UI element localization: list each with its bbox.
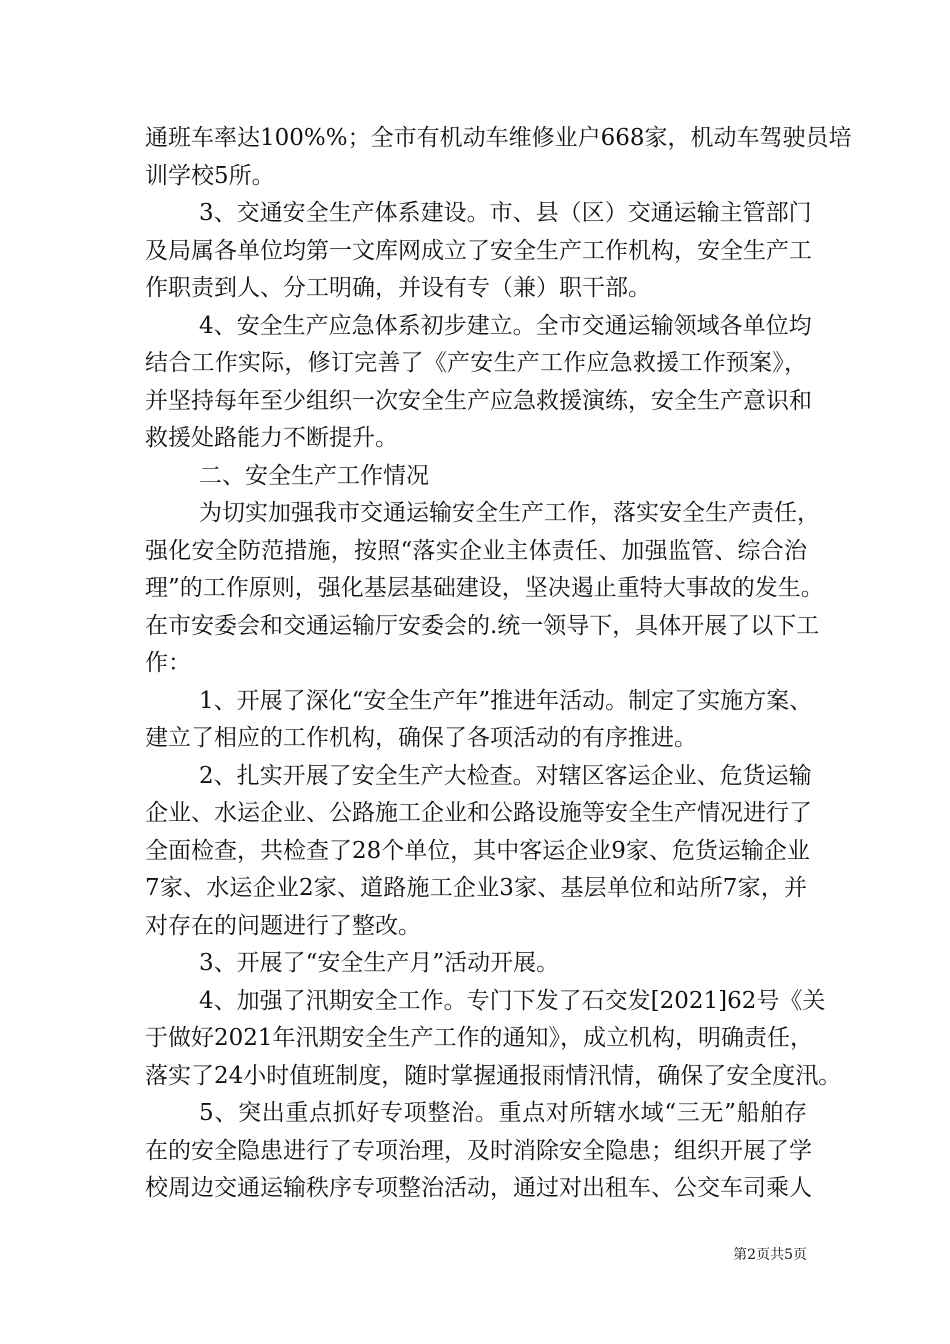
text-line: 通班车率达100%%；全市有机动车维修业户668家，机动车驾驶员培 — [145, 125, 852, 151]
text-line: 落实了24小时值班制度，随时掌握通报雨情汛情，确保了安全度汛。 — [145, 1062, 842, 1089]
text-line: 全面检查，共检查了28个单位，其中客运企业9家、危货运输企业 — [145, 837, 810, 864]
text-line: 4、加强了汛期安全工作。专门下发了石交发[2021]62号《关 — [199, 987, 826, 1014]
text-line: 结合工作实际，修订完善了《产安生产工作应急救援工作预案》， — [145, 350, 807, 376]
text-line: 并坚持每年至少组织一次安全生产应急救援演练，安全生产意识和 — [145, 387, 812, 414]
text-line: 作： — [145, 650, 191, 676]
text-line: 建立了相应的工作机构，确保了各项活动的有序推进。 — [145, 725, 697, 751]
text-line: 救援处路能力不断提升。 — [145, 425, 398, 451]
section-heading: 二、安全生产工作情况 — [199, 462, 429, 489]
text-line: 2、扎实开展了安全生产大检查。对辖区客运企业、危货运输 — [199, 762, 812, 789]
text-line: 7家、水运企业2家、道路施工企业3家、基层单位和站所7家，并 — [145, 875, 807, 901]
text-line: 在的安全隐患进行了专项治理，及时消除安全隐患；组织开展了学 — [145, 1137, 812, 1164]
text-line: 企业、水运企业、公路施工企业和公路设施等安全生产情况进行了 — [145, 800, 812, 826]
text-line: 5、突出重点抓好专项整治。重点对所辖水域“三无”船舶存 — [199, 1100, 807, 1126]
text-line: 3、开展了“安全生产月”活动开展。 — [199, 950, 560, 976]
text-line: 理”的工作原则，强化基层基础建设，坚决遏止重特大事故的发生。 — [145, 575, 824, 601]
text-line: 强化安全防范措施，按照“落实企业主体责任、加强监管、综合治 — [145, 537, 807, 564]
text-line: 在市安委会和交通运输厅安委会的.统一领导下，具体开展了以下工 — [145, 612, 820, 639]
text-line: 校周边交通运输秩序专项整治活动，通过对出租车、公交车司乘人 — [145, 1175, 812, 1201]
text-line: 作职责到人、分工明确，并设有专（兼）职干部。 — [145, 275, 651, 301]
text-line: 3、交通安全生产体系建设。市、县（区）交通运输主管部门 — [199, 200, 812, 226]
text-line: 对存在的问题进行了整改。 — [145, 912, 421, 939]
text-line: 训学校5所。 — [145, 162, 275, 189]
text-line: 于做好2021年汛期安全生产工作的通知》，成立机构，明确责任， — [145, 1025, 814, 1051]
text-line: 4、安全生产应急体系初步建立。全市交通运输领域各单位均 — [199, 312, 812, 339]
text-line: 1、开展了深化“安全生产年”推进年活动。制定了实施方案、 — [199, 687, 813, 714]
text-line: 为切实加强我市交通运输安全生产工作，落实安全生产责任， — [199, 500, 820, 526]
text-line: 及局属各单位均第一文库网成立了安全生产工作机构，安全生产工 — [145, 237, 812, 264]
page-number-footer: 第2页共5页 — [733, 1247, 807, 1263]
